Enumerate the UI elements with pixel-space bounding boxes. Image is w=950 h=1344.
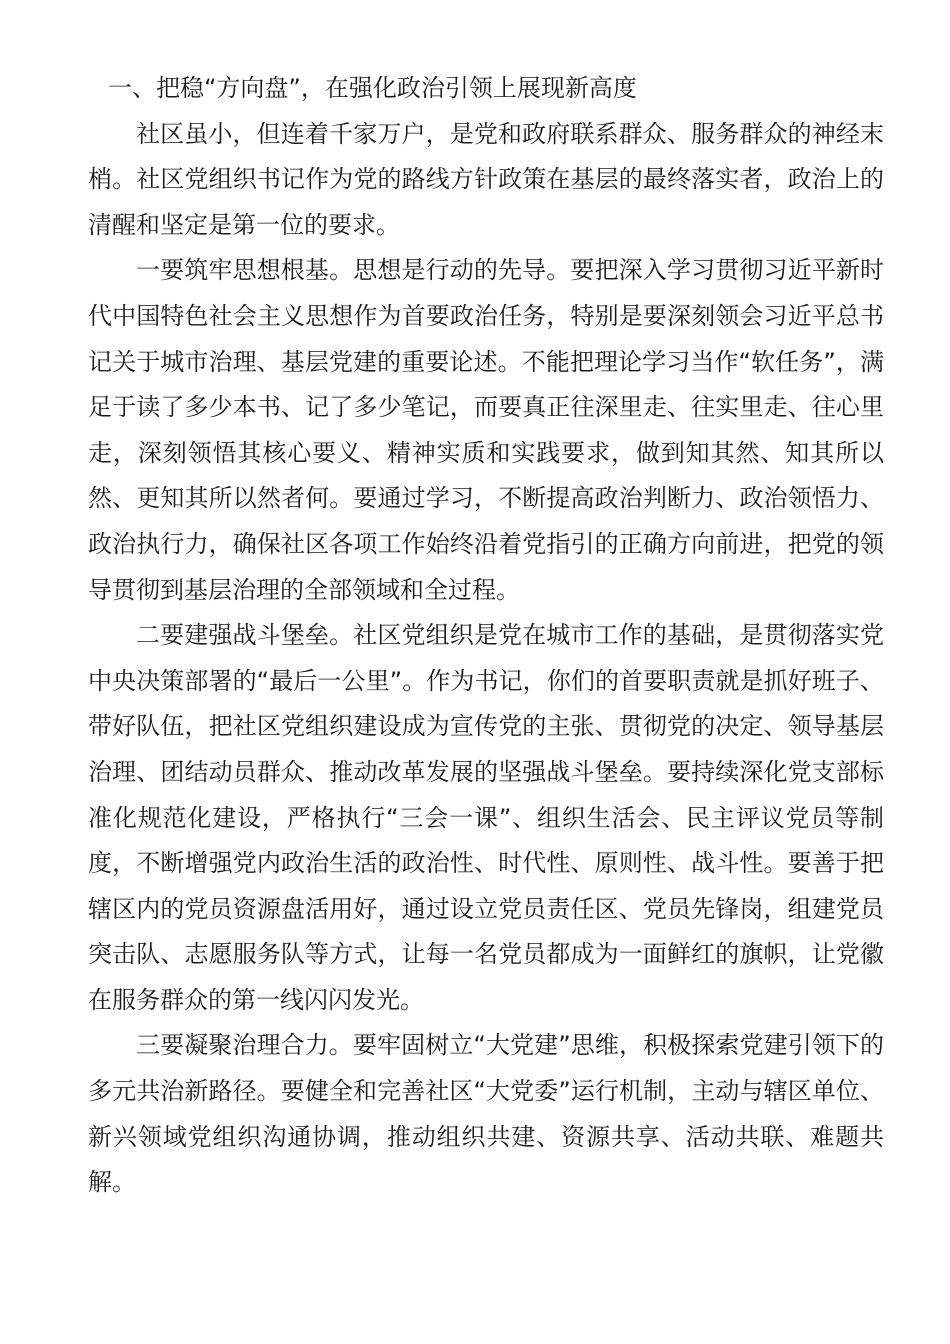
paragraph-ideology: 一要筑牢思想根基。思想是行动的先导。要把深入学习贯彻习近平新时代中国特色社会主义思想作为首要政治任务，特别是要深刻领会习近平总书记关于城市治理、基层党建的重要论述。不能把理论学习当作“软任务”，满足于读了多少本书、记了多少笔记，而要真正往深里走、往实里走、往心里走，深刻领悟其核心要义、精神实质和实践要求，做到知其然、知其所以然、更知其所以然者何。要通过学习，不断提高政治判断力、政治领悟力、政治执行力，确保社区各项工作始终沿着党指引的正确方向前进，把党的领导贯彻到基层治理的全部领域和全过程。	[88, 256, 884, 604]
paragraph-intro: 社区虽小，但连着千家万户，是党和政府联系群众、服务群众的神经末梢。社区党组织书记作为党的路线方针政策在基层的最终落实者，政治上的清醒和坚定是第一位的要求。	[88, 119, 884, 239]
paragraph-fortress: 二要建强战斗堡垒。社区党组织是党在城市工作的基础，是贯彻落实党中央决策部署的“最后一公里”。作为书记，你们的首要职责就是抓好班子、带好队伍，把社区党组织建设成为宣传党的主张、贯彻党的决定、领导基层治理、团结动员群众、推动改革发展的坚强战斗堡垒。要持续深化党支部标准化规范化建设，严格执行“三会一课”、组织生活会、民主评议党员等制度，不断增强党内政治生活的政治性、时代性、原则性、战斗性。要善于把辖区内的党员资源盘活用好，通过设立党员责任区、党员先锋岗，组建党员突击队、志愿服务队等方式，让每一名党员都成为一面鲜红的旗帜，让党徽在服务群众的第一线闪闪发光。	[88, 621, 884, 1014]
document-page	[88, 66, 884, 1206]
paragraph-governance: 三要凝聚治理合力。要牢固树立“大党建”思维，积极探索党建引领下的多元共治新路径。要健全和完善社区“大党委”运行机制，主动与辖区单位、新兴领域党组织沟通协调，推动组织共建、资源共享、活动共联、难题共解。	[88, 1031, 884, 1197]
section-heading: 一、把稳“方向盘”，在强化政治引领上展现新高度	[108, 74, 637, 102]
